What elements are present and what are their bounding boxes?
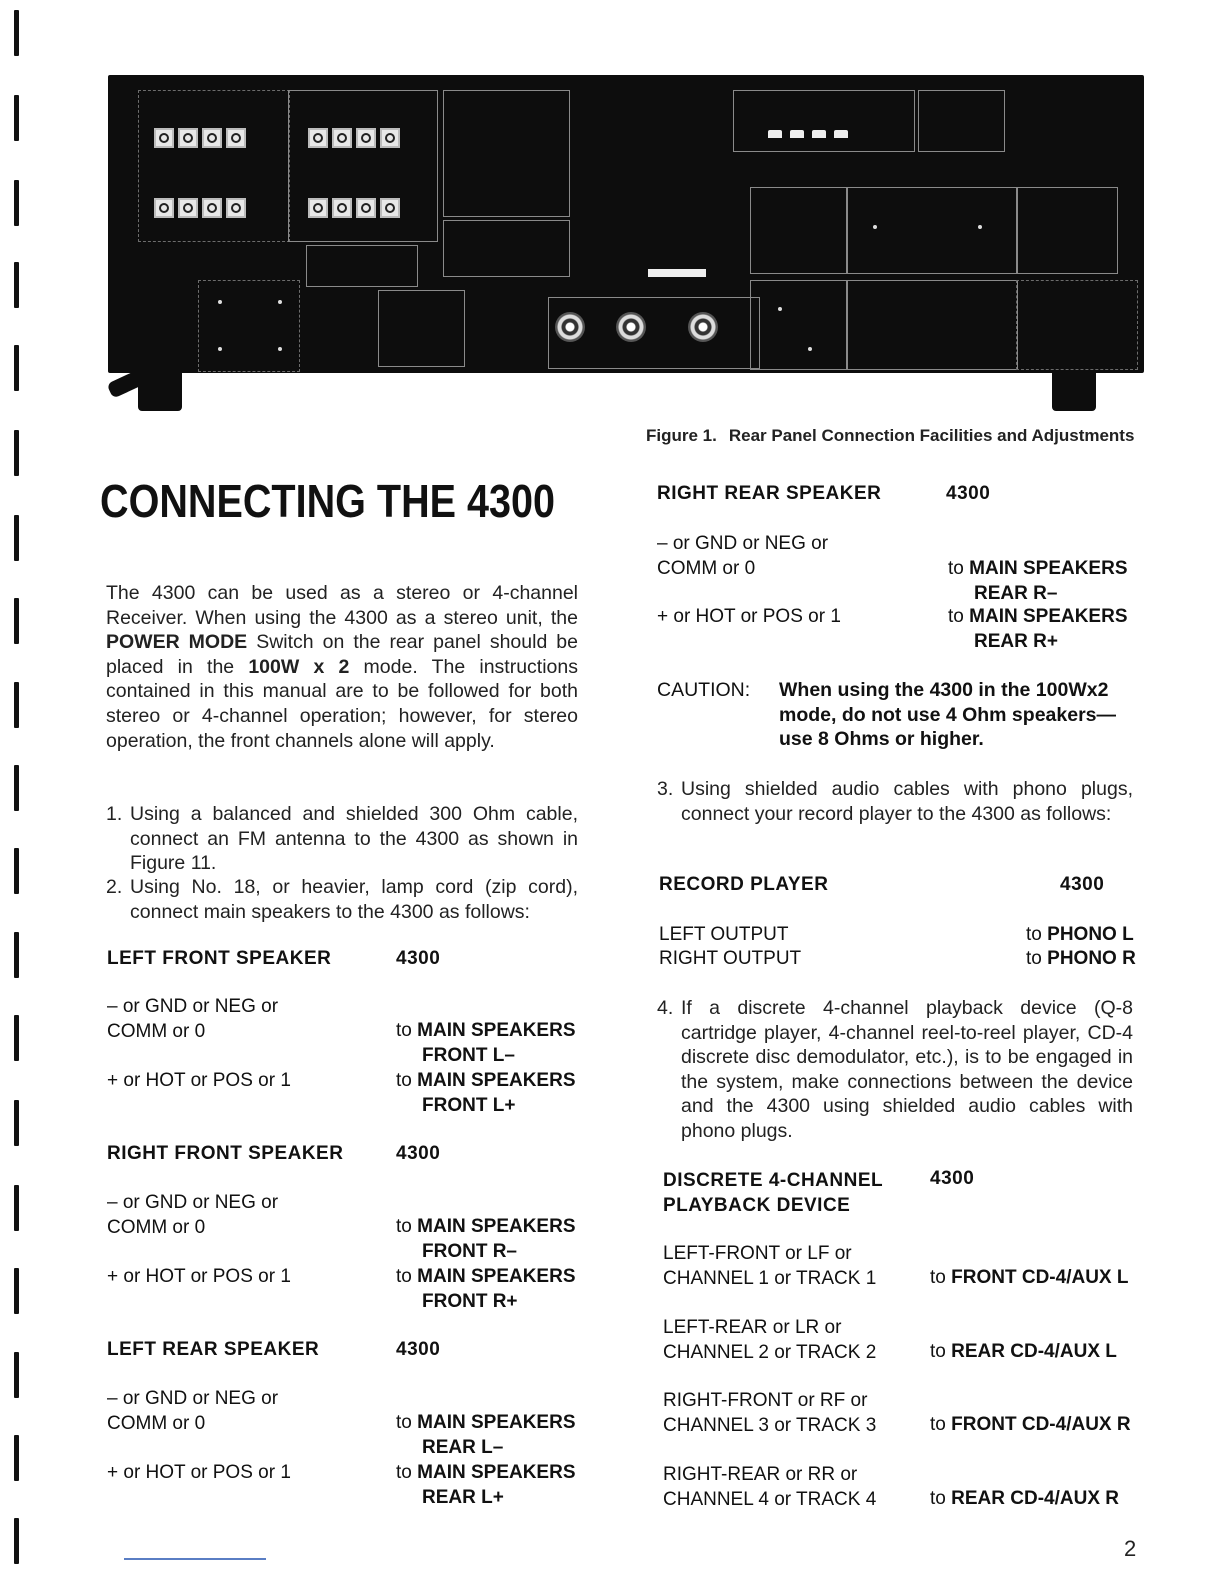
caution-text: When using the 4300 in the 100Wx2 mode, do not use 4 Ohm speakers—use 8 Ohms or higher. — [779, 679, 1117, 751]
record-player-heading: RECORD PLAYER — [659, 874, 829, 895]
speaker-heading: LEFT REAR SPEAKER — [107, 1339, 320, 1360]
step-4: 4. If a discrete 4-channel playback device (Q-8 cartridge player, 4-channel reel-to-reel player, CD-4 discrete disc demodulator, etc.), is to be engaged in the system, make connections between the device and the 4300 using shielded audio cables with phono plugs. — [657, 997, 1133, 1142]
unit-heading: 4300 — [930, 1168, 975, 1189]
discrete-heading: DISCRETE 4-CHANNEL PLAYBACK DEVICE — [663, 1170, 884, 1216]
figure-number: Figure 1. — [646, 426, 717, 445]
discrete-source-3: RIGHT-FRONT or RF or CHANNEL 3 or TRACK 3 — [663, 1390, 877, 1436]
neg-target: to MAIN SPEAKERS REAR R– — [948, 558, 1128, 604]
caution-label: CAUTION: — [657, 679, 751, 701]
discrete-target-2: to REAR CD-4/AUX L — [930, 1341, 1117, 1362]
unit-heading: 4300 — [396, 948, 441, 969]
discrete-target-1: to FRONT CD-4/AUX L — [930, 1267, 1129, 1288]
pos-target: to MAIN SPEAKERS FRONT R+ — [396, 1266, 576, 1312]
neg-label: – or GND or NEG or COMM or 0 — [107, 996, 279, 1042]
rear-panel-photo — [108, 75, 1144, 411]
footer-rule — [124, 1558, 266, 1560]
discrete-source-2: LEFT-REAR or LR or CHANNEL 2 or TRACK 2 — [663, 1317, 877, 1363]
speaker-heading: LEFT FRONT SPEAKER — [107, 948, 332, 969]
figure-caption — [646, 426, 1134, 446]
step-3: 3. Using shielded audio cables with phono plugs, connect your record player to the 4300 as follows: — [657, 778, 1133, 825]
record-right-target: to PHONO R — [1026, 948, 1136, 969]
pos-target: to MAIN SPEAKERS REAR R+ — [948, 606, 1128, 652]
record-left-output: LEFT OUTPUT — [659, 924, 789, 945]
unit-heading: 4300 — [396, 1339, 441, 1360]
binding-marks — [14, 0, 24, 1584]
pos-target: to MAIN SPEAKERS REAR L+ — [396, 1462, 576, 1508]
pos-label: + or HOT or POS or 1 — [107, 1070, 291, 1091]
record-left-target: to PHONO L — [1026, 924, 1134, 945]
neg-label: – or GND or NEG or COMM or 0 — [107, 1192, 279, 1238]
neg-target: to MAIN SPEAKERS FRONT L– — [396, 1020, 576, 1066]
figure-caption-text: Rear Panel Connection Facilities and Adjustments — [728, 426, 1135, 445]
discrete-target-4: to REAR CD-4/AUX R — [930, 1488, 1119, 1509]
unit-heading: 4300 — [396, 1143, 441, 1164]
discrete-target-3: to FRONT CD-4/AUX R — [930, 1414, 1131, 1435]
step-1: 1. Using a balanced and shielded 300 Ohm cable, connect an FM antenna to the 4300 as shown in Figure 11. — [106, 803, 578, 875]
unit-heading: 4300 — [1060, 874, 1105, 895]
discrete-source-1: LEFT-FRONT or LF or CHANNEL 1 or TRACK 1 — [663, 1243, 877, 1289]
pos-label: + or HOT or POS or 1 — [107, 1462, 291, 1483]
pos-label: + or HOT or POS or 1 — [107, 1266, 291, 1287]
neg-label: – or GND or NEG or COMM or 0 — [107, 1388, 279, 1434]
unit-heading: 4300 — [946, 483, 991, 504]
neg-target: to MAIN SPEAKERS FRONT R– — [396, 1216, 576, 1262]
page-title: CONNECTING THE 4300 — [100, 475, 556, 527]
pos-target: to MAIN SPEAKERS FRONT L+ — [396, 1070, 576, 1116]
speaker-heading: RIGHT FRONT SPEAKER — [107, 1143, 344, 1164]
step-2: 2. Using No. 18, or heavier, lamp cord (zip cord), connect main speakers to the 4300 as follows: — [106, 876, 578, 923]
neg-label: – or GND or NEG or COMM or 0 — [657, 533, 829, 579]
intro-paragraph: The 4300 can be used as a stereo or 4-channel Receiver. When using the 4300 as a stereo unit, the POWER MODE Switch on the rear panel should be placed in the 100W x 2 mode. The instructions contained in this manual are to be followed for both stereo or 4-channel operation; however, for stereo operation, the front channels alone will apply. — [106, 582, 578, 752]
discrete-source-4: RIGHT-REAR or RR or CHANNEL 4 or TRACK 4 — [663, 1464, 877, 1510]
neg-target: to MAIN SPEAKERS REAR L– — [396, 1412, 576, 1458]
page-number: 2 — [1124, 1536, 1137, 1561]
record-right-output: RIGHT OUTPUT — [659, 948, 802, 969]
pos-label: + or HOT or POS or 1 — [657, 606, 841, 627]
speaker-heading: RIGHT REAR SPEAKER — [657, 483, 882, 504]
